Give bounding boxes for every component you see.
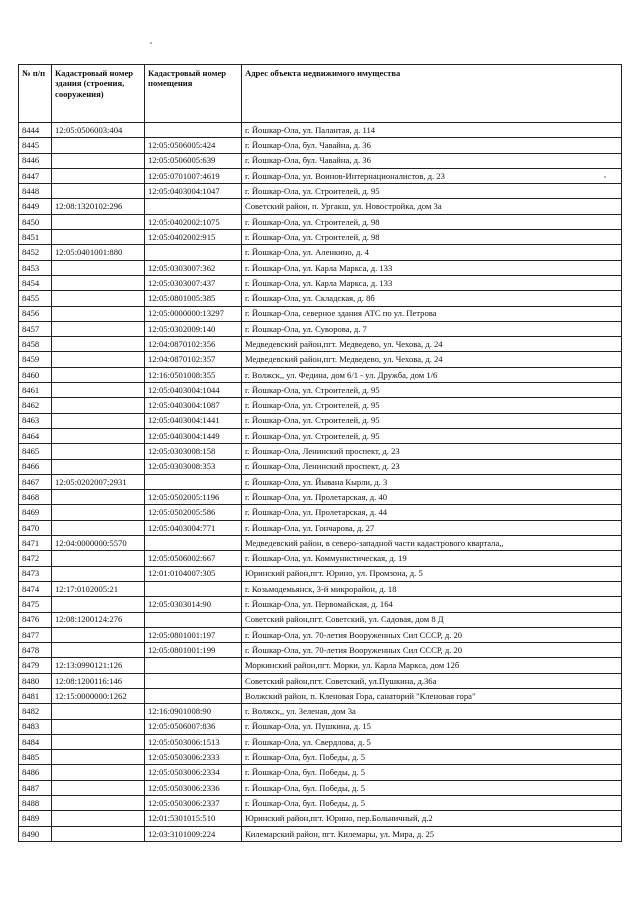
building-cadastral-cell: 12:15:0000000:1262 bbox=[52, 688, 145, 703]
building-cadastral-cell bbox=[52, 765, 145, 780]
building-cadastral-cell: 12:17:0102005:21 bbox=[52, 581, 145, 596]
room-cadastral-cell: 12:05:0503006:1513 bbox=[145, 734, 242, 749]
table-row bbox=[19, 138, 622, 153]
address-cell: Советский район, п. Ургакш, ул. Новостройка, дом 3а bbox=[242, 199, 622, 214]
table-row bbox=[19, 383, 622, 398]
table-header bbox=[19, 65, 622, 123]
room-cadastral-cell bbox=[145, 536, 242, 551]
address-cell: г. Йошкар-Ола, ул. Пролетарская, д. 44 bbox=[242, 505, 622, 520]
address-cell: г. Волжск,, ул. Зеленая, дом 3а bbox=[242, 704, 622, 719]
building-cadastral-cell bbox=[52, 306, 145, 321]
building-cadastral-cell bbox=[52, 811, 145, 826]
address-cell: г. Йошкар-Ола, ул. Карла Маркса, д. 133 bbox=[242, 260, 622, 275]
row-number-cell: 8468 bbox=[19, 490, 52, 505]
row-number-cell: 8467 bbox=[19, 474, 52, 489]
row-number-cell: 8452 bbox=[19, 245, 52, 260]
table-body bbox=[19, 123, 622, 842]
property-registry-table bbox=[18, 64, 622, 842]
address-cell: г. Йошкар-Ола, ул. Палантая, д. 114 bbox=[242, 123, 622, 138]
address-cell: г. Йошкар-Ола, северное здания АТС по ул. Петрова bbox=[242, 306, 622, 321]
table-row bbox=[19, 780, 622, 795]
address-cell: Волжский район, п. Кленовая Гора, санаторий "Кленовая гора" bbox=[242, 688, 622, 703]
address-cell: г. Йошкар-Ола, ул. Йывана Кырли, д. 3 bbox=[242, 474, 622, 489]
room-cadastral-cell: 12:05:0503006:2336 bbox=[145, 780, 242, 795]
row-number-cell: 8444 bbox=[19, 123, 52, 138]
row-number-cell: 8463 bbox=[19, 413, 52, 428]
row-number-cell: 8465 bbox=[19, 444, 52, 459]
address-cell: г. Йошкар-Ола, ул. Складская, д. 8б bbox=[242, 291, 622, 306]
room-cadastral-cell: 12:05:0303008:158 bbox=[145, 444, 242, 459]
row-number-cell: 8457 bbox=[19, 321, 52, 336]
room-cadastral-cell: 12:03:3101009:224 bbox=[145, 826, 242, 841]
table-row bbox=[19, 612, 622, 627]
building-cadastral-cell bbox=[52, 551, 145, 566]
building-cadastral-cell bbox=[52, 428, 145, 443]
building-cadastral-cell bbox=[52, 291, 145, 306]
room-cadastral-cell bbox=[145, 199, 242, 214]
building-cadastral-cell bbox=[52, 398, 145, 413]
building-cadastral-cell bbox=[52, 138, 145, 153]
building-cadastral-cell: 12:04:0000000:5570 bbox=[52, 536, 145, 551]
table-row bbox=[19, 367, 622, 382]
room-cadastral-cell: 12:05:0403004:1087 bbox=[145, 398, 242, 413]
row-number-cell: 8472 bbox=[19, 551, 52, 566]
building-cadastral-cell bbox=[52, 214, 145, 229]
row-number-cell: 8456 bbox=[19, 306, 52, 321]
building-cadastral-cell bbox=[52, 321, 145, 336]
row-number-cell: 8479 bbox=[19, 658, 52, 673]
address-cell: г. Йошкар-Ола, ул. Коммунистическая, д. 19 bbox=[242, 551, 622, 566]
room-cadastral-cell: 12:05:0502005:586 bbox=[145, 505, 242, 520]
building-cadastral-cell bbox=[52, 352, 145, 367]
building-cadastral-cell bbox=[52, 490, 145, 505]
table-row bbox=[19, 168, 622, 183]
table-row bbox=[19, 184, 622, 199]
header-room-cadastral-number: Кадастровый номер помещения bbox=[145, 65, 242, 123]
table-row bbox=[19, 123, 622, 138]
address-cell: г. Йошкар-Ола, ул. Строителей, д. 98 bbox=[242, 214, 622, 229]
address-cell: г. Йошкар-Ола, бул. Победы, д. 5 bbox=[242, 796, 622, 811]
address-cell: г. Йошкар-Ола, бул. Победы, д. 5 bbox=[242, 750, 622, 765]
header-building-cadastral-number: Кадастровый номер здания (строения, сооружения) bbox=[52, 65, 145, 123]
address-cell: г. Козьмодемьянск, 3-й микрорайон, д. 18 bbox=[242, 581, 622, 596]
building-cadastral-cell: 12:13:0990121:126 bbox=[52, 658, 145, 673]
building-cadastral-cell bbox=[52, 826, 145, 841]
table-row bbox=[19, 811, 622, 826]
room-cadastral-cell: 12:16:0501008:355 bbox=[145, 367, 242, 382]
building-cadastral-cell bbox=[52, 153, 145, 168]
table-row bbox=[19, 306, 622, 321]
row-number-cell: 8490 bbox=[19, 826, 52, 841]
building-cadastral-cell bbox=[52, 520, 145, 535]
address-cell: г. Йошкар-Ола, ул. Аленкино, д. 4 bbox=[242, 245, 622, 260]
row-number-cell: 8462 bbox=[19, 398, 52, 413]
building-cadastral-cell: 12:08:1320102:296 bbox=[52, 199, 145, 214]
building-cadastral-cell bbox=[52, 367, 145, 382]
row-number-cell: 8481 bbox=[19, 688, 52, 703]
scan-speck bbox=[150, 42, 152, 44]
room-cadastral-cell bbox=[145, 245, 242, 260]
row-number-cell: 8488 bbox=[19, 796, 52, 811]
room-cadastral-cell: 12:04:0870102:357 bbox=[145, 352, 242, 367]
address-cell: Медведевский район,пгт. Медведево, ул. Чехова, д. 24 bbox=[242, 337, 622, 352]
table-row bbox=[19, 352, 622, 367]
building-cadastral-cell bbox=[52, 643, 145, 658]
room-cadastral-cell: 12:05:0402002:915 bbox=[145, 230, 242, 245]
table-row bbox=[19, 826, 622, 841]
table-row bbox=[19, 597, 622, 612]
row-number-cell: 8464 bbox=[19, 428, 52, 443]
room-cadastral-cell: 12:05:0403004:1044 bbox=[145, 383, 242, 398]
address-cell: Моркинский район,пгт. Морки, ул. Карла Маркса, дом 12б bbox=[242, 658, 622, 673]
table-row bbox=[19, 627, 622, 642]
row-number-cell: 8485 bbox=[19, 750, 52, 765]
building-cadastral-cell bbox=[52, 719, 145, 734]
building-cadastral-cell bbox=[52, 459, 145, 474]
building-cadastral-cell bbox=[52, 337, 145, 352]
address-cell: г. Йошкар-Ола, Ленинский проспект, д. 23 bbox=[242, 444, 622, 459]
row-number-cell: 8448 bbox=[19, 184, 52, 199]
address-cell: г. Йошкар-Ола, ул. Пушкина, д. 15 bbox=[242, 719, 622, 734]
table-row bbox=[19, 214, 622, 229]
room-cadastral-cell: 12:05:0801001:199 bbox=[145, 643, 242, 658]
address-cell: г. Йошкар-Ола, ул. 70-летия Вооруженных Сил СССР, д. 20 bbox=[242, 643, 622, 658]
room-cadastral-cell: 12:05:0303008:353 bbox=[145, 459, 242, 474]
row-number-cell: 8455 bbox=[19, 291, 52, 306]
table-row bbox=[19, 337, 622, 352]
address-cell: г. Йошкар-Ола, ул. Воинов-Интернационалистов, д. 23 bbox=[242, 168, 622, 183]
room-cadastral-cell: 12:05:0503006:2334 bbox=[145, 765, 242, 780]
address-cell: г. Йошкар-Ола, ул. 70-летия Вооруженных Сил СССР, д. 20 bbox=[242, 627, 622, 642]
room-cadastral-cell: 12:05:0403004:771 bbox=[145, 520, 242, 535]
table-row bbox=[19, 566, 622, 581]
room-cadastral-cell bbox=[145, 123, 242, 138]
room-cadastral-cell: 12:05:0503006:2333 bbox=[145, 750, 242, 765]
building-cadastral-cell bbox=[52, 383, 145, 398]
building-cadastral-cell bbox=[52, 750, 145, 765]
room-cadastral-cell bbox=[145, 612, 242, 627]
room-cadastral-cell: 12:05:0506005:424 bbox=[145, 138, 242, 153]
address-cell: г. Йошкар-Ола, ул. Суворова, д. 7 bbox=[242, 321, 622, 336]
row-number-cell: 8451 bbox=[19, 230, 52, 245]
table-row bbox=[19, 581, 622, 596]
address-cell: г. Йошкар-Ола, ул. Строителей, д. 98 bbox=[242, 230, 622, 245]
table-row bbox=[19, 398, 622, 413]
address-cell: Советский район,пгт. Советский, ул.Пушкина, д.36а bbox=[242, 673, 622, 688]
address-cell: г. Йошкар-Ола, ул. Строителей, д. 95 bbox=[242, 184, 622, 199]
room-cadastral-cell: 12:05:0506007:836 bbox=[145, 719, 242, 734]
building-cadastral-cell bbox=[52, 566, 145, 581]
table-row bbox=[19, 658, 622, 673]
room-cadastral-cell: 12:05:0506002:667 bbox=[145, 551, 242, 566]
building-cadastral-cell bbox=[52, 260, 145, 275]
building-cadastral-cell bbox=[52, 275, 145, 290]
room-cadastral-cell: 12:16:0901008:90 bbox=[145, 704, 242, 719]
address-cell: Советский район,пгт. Советский, ул. Садовая, дом 8 Д bbox=[242, 612, 622, 627]
room-cadastral-cell: 12:05:0801001:197 bbox=[145, 627, 242, 642]
row-number-cell: 8474 bbox=[19, 581, 52, 596]
row-number-cell: 8454 bbox=[19, 275, 52, 290]
table-row bbox=[19, 688, 622, 703]
table-row bbox=[19, 765, 622, 780]
building-cadastral-cell: 12:05:0506003:404 bbox=[52, 123, 145, 138]
row-number-cell: 8470 bbox=[19, 520, 52, 535]
table-row bbox=[19, 536, 622, 551]
building-cadastral-cell: 12:08:1200116:146 bbox=[52, 673, 145, 688]
room-cadastral-cell: 12:05:0403004:1441 bbox=[145, 413, 242, 428]
room-cadastral-cell: 12:05:0801005:385 bbox=[145, 291, 242, 306]
table-row bbox=[19, 719, 622, 734]
building-cadastral-cell: 12:08:1200124:276 bbox=[52, 612, 145, 627]
room-cadastral-cell bbox=[145, 673, 242, 688]
room-cadastral-cell: 12:05:0506005:639 bbox=[145, 153, 242, 168]
table-row bbox=[19, 704, 622, 719]
building-cadastral-cell bbox=[52, 444, 145, 459]
table-row bbox=[19, 796, 622, 811]
address-cell: Медведевский район, в северо-западной части кадастрового квартала,, bbox=[242, 536, 622, 551]
room-cadastral-cell: 12:05:0000000:13297 bbox=[145, 306, 242, 321]
row-number-cell: 8486 bbox=[19, 765, 52, 780]
row-number-cell: 8484 bbox=[19, 734, 52, 749]
address-cell: г. Йошкар-Ола, ул. Пролетарская, д. 40 bbox=[242, 490, 622, 505]
row-number-cell: 8487 bbox=[19, 780, 52, 795]
address-cell: Юринский район,пгт. Юрино, пер.Больничный, д.2 bbox=[242, 811, 622, 826]
table-row bbox=[19, 444, 622, 459]
building-cadastral-cell bbox=[52, 168, 145, 183]
address-cell: г. Йошкар-Ола, ул. Строителей, д. 95 bbox=[242, 428, 622, 443]
row-number-cell: 8480 bbox=[19, 673, 52, 688]
row-number-cell: 8489 bbox=[19, 811, 52, 826]
address-cell: Медведевский район,пгт. Медведево, ул. Чехова, д. 24 bbox=[242, 352, 622, 367]
row-number-cell: 8449 bbox=[19, 199, 52, 214]
row-number-cell: 8478 bbox=[19, 643, 52, 658]
header-row bbox=[19, 65, 622, 123]
row-number-cell: 8471 bbox=[19, 536, 52, 551]
table-row bbox=[19, 428, 622, 443]
room-cadastral-cell: 12:05:0403004:1449 bbox=[145, 428, 242, 443]
row-number-cell: 8458 bbox=[19, 337, 52, 352]
table-row bbox=[19, 291, 622, 306]
table-row bbox=[19, 275, 622, 290]
building-cadastral-cell bbox=[52, 704, 145, 719]
room-cadastral-cell: 12:04:0870102:356 bbox=[145, 337, 242, 352]
row-number-cell: 8483 bbox=[19, 719, 52, 734]
building-cadastral-cell bbox=[52, 597, 145, 612]
row-number-cell: 8475 bbox=[19, 597, 52, 612]
room-cadastral-cell: 12:05:0402002:1075 bbox=[145, 214, 242, 229]
building-cadastral-cell bbox=[52, 796, 145, 811]
table-row bbox=[19, 474, 622, 489]
room-cadastral-cell: 12:05:0503006:2337 bbox=[145, 796, 242, 811]
table-row bbox=[19, 643, 622, 658]
building-cadastral-cell bbox=[52, 505, 145, 520]
row-number-cell: 8447 bbox=[19, 168, 52, 183]
address-cell: г. Йошкар-Ола, бул. Чавайна, д. 36 bbox=[242, 138, 622, 153]
building-cadastral-cell bbox=[52, 230, 145, 245]
address-cell: г. Йошкар-Ола, ул. Строителей, д. 95 bbox=[242, 413, 622, 428]
table-row bbox=[19, 505, 622, 520]
table-row bbox=[19, 260, 622, 275]
table-row bbox=[19, 230, 622, 245]
row-number-cell: 8482 bbox=[19, 704, 52, 719]
room-cadastral-cell: 12:01:0104007:305 bbox=[145, 566, 242, 581]
address-cell: г. Йошкар-Ола, бул. Чавайна, д. 36 bbox=[242, 153, 622, 168]
room-cadastral-cell bbox=[145, 581, 242, 596]
table-row bbox=[19, 551, 622, 566]
row-number-cell: 8466 bbox=[19, 459, 52, 474]
row-number-cell: 8469 bbox=[19, 505, 52, 520]
row-number-cell: 8460 bbox=[19, 367, 52, 382]
row-number-cell: 8453 bbox=[19, 260, 52, 275]
building-cadastral-cell bbox=[52, 184, 145, 199]
table-row bbox=[19, 673, 622, 688]
building-cadastral-cell: 12:05:0401001:880 bbox=[52, 245, 145, 260]
building-cadastral-cell bbox=[52, 780, 145, 795]
address-cell: г. Волжск,, ул. Федина, дом 6/1 - ул. Дружба, дом 1/6 bbox=[242, 367, 622, 382]
address-cell: г. Йошкар-Ола, ул. Первомайская, д. 164 bbox=[242, 597, 622, 612]
table-row bbox=[19, 413, 622, 428]
row-number-cell: 8461 bbox=[19, 383, 52, 398]
table-row bbox=[19, 520, 622, 535]
room-cadastral-cell: 12:05:0303014:90 bbox=[145, 597, 242, 612]
table-row bbox=[19, 153, 622, 168]
building-cadastral-cell bbox=[52, 413, 145, 428]
room-cadastral-cell bbox=[145, 474, 242, 489]
address-cell: г. Йошкар-Ола, ул. Строителей, д. 95 bbox=[242, 383, 622, 398]
row-number-cell: 8477 bbox=[19, 627, 52, 642]
address-cell: г. Йошкар-Ола, ул. Свердлова, д. 5 bbox=[242, 734, 622, 749]
room-cadastral-cell: 12:05:0502005:1196 bbox=[145, 490, 242, 505]
building-cadastral-cell: 12:05:0202007:2931 bbox=[52, 474, 145, 489]
table-row bbox=[19, 199, 622, 214]
table-row bbox=[19, 459, 622, 474]
address-cell: г. Йошкар-Ола, бул. Победы, д. 5 bbox=[242, 765, 622, 780]
room-cadastral-cell: 12:05:0303007:437 bbox=[145, 275, 242, 290]
address-cell: г. Йошкар-Ола, Ленинский проспект, д. 23 bbox=[242, 459, 622, 474]
building-cadastral-cell bbox=[52, 627, 145, 642]
row-number-cell: 8473 bbox=[19, 566, 52, 581]
header-address: Адрес объекта недвижимого имущества bbox=[242, 65, 622, 123]
address-cell: Юринский район,пгт. Юрино, ул. Промзона, д. 5 bbox=[242, 566, 622, 581]
room-cadastral-cell: 12:05:0303007:362 bbox=[145, 260, 242, 275]
row-number-cell: 8450 bbox=[19, 214, 52, 229]
row-number-cell: 8446 bbox=[19, 153, 52, 168]
row-number-cell: 8445 bbox=[19, 138, 52, 153]
header-row-number: № п/п bbox=[19, 65, 52, 123]
room-cadastral-cell bbox=[145, 658, 242, 673]
table-row bbox=[19, 490, 622, 505]
table-row bbox=[19, 750, 622, 765]
row-number-cell: 8459 bbox=[19, 352, 52, 367]
room-cadastral-cell bbox=[145, 688, 242, 703]
building-cadastral-cell bbox=[52, 734, 145, 749]
address-cell: г. Йошкар-Ола, ул. Гончарова, д. 27 bbox=[242, 520, 622, 535]
table-row bbox=[19, 245, 622, 260]
address-cell: г. Йошкар-Ола, ул. Строителей, д. 95 bbox=[242, 398, 622, 413]
row-number-cell: 8476 bbox=[19, 612, 52, 627]
address-cell: Килемарский район, пгт. Килемары, ул. Мира, д. 25 bbox=[242, 826, 622, 841]
table-row bbox=[19, 734, 622, 749]
address-cell: г. Йошкар-Ола, бул. Победы, д. 5 bbox=[242, 780, 622, 795]
room-cadastral-cell: 12:01:5301015:510 bbox=[145, 811, 242, 826]
room-cadastral-cell: 12:05:0701007:4619 bbox=[145, 168, 242, 183]
address-cell: г. Йошкар-Ола, ул. Карла Маркса, д. 133 bbox=[242, 275, 622, 290]
room-cadastral-cell: 12:05:0403004:1047 bbox=[145, 184, 242, 199]
room-cadastral-cell: 12:05:0302009:140 bbox=[145, 321, 242, 336]
table-row bbox=[19, 321, 622, 336]
